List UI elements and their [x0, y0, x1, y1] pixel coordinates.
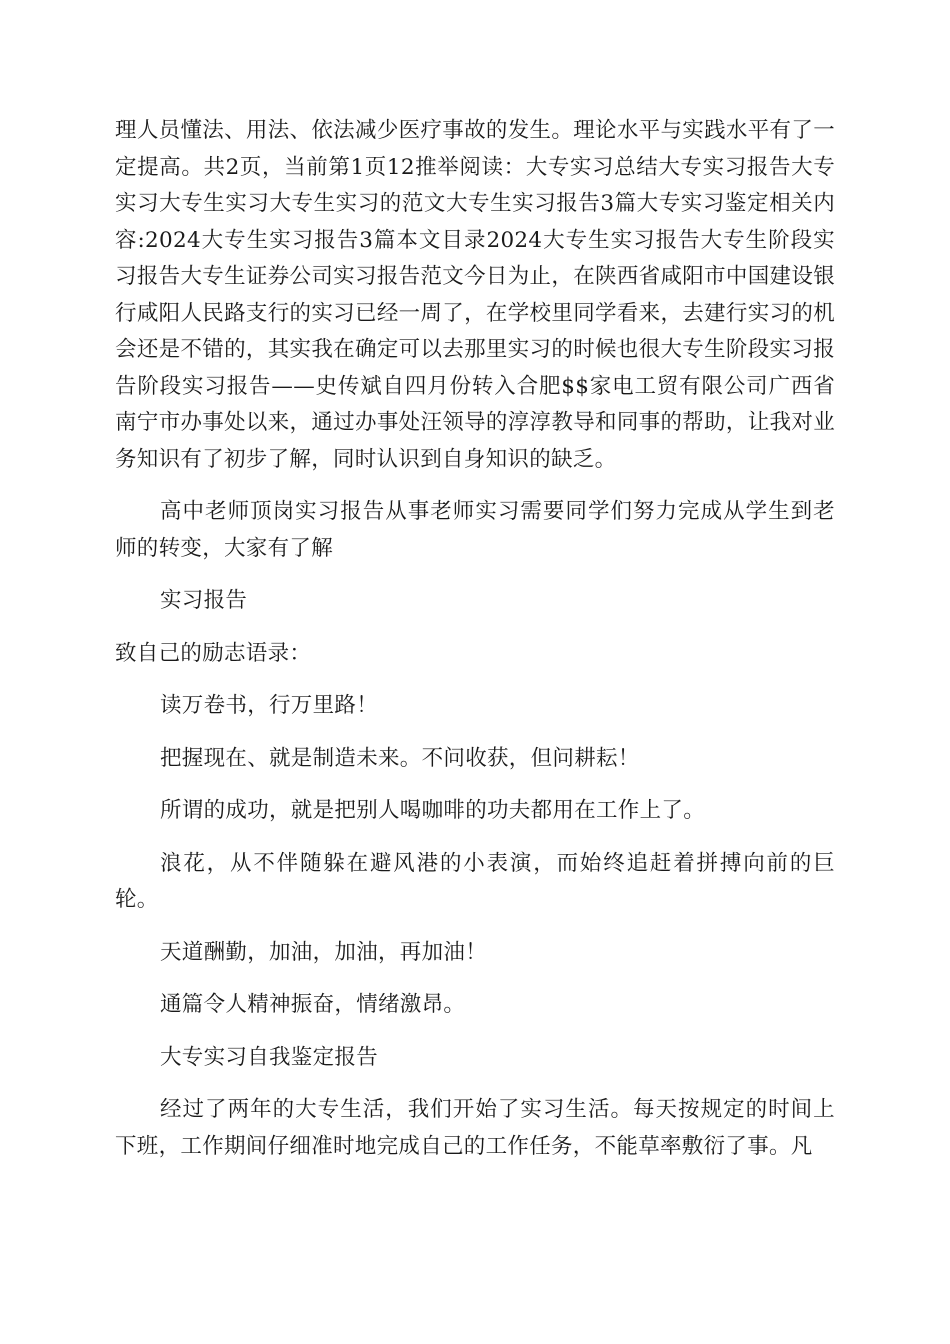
- motto-5: 天道酬勤，加油，加油，再加油！: [160, 939, 488, 965]
- paragraph-1: 理人员懂法、用法、依法减少医疗事故的发生。理论水平与实践水平有了一定提高。共2页，当前第1页12推举阅读：大专实习总结大专实习报告大专实习大专生实习大专生实习的范文大专生实习报告3篇大专实习鉴定相关内容:2024大专生实习报告3篇本文目录2024大专生实习报告大专生阶段实习报告大专生证券公司实习报告范文今日为止，在陕西省咸阳市中国建设银行咸阳人民路支行的实习已经一周了，在学校里同学看来，去建行实习的机会还是不错的，其实我在确定可以去那里实习的时候也很大专生阶段实习报告阶段实习报告——史传斌自四月份转入合肥$$家电工贸有限公司广西省南宁市办事处以来，通过办事处汪领导的淳淳教导和同事的帮助，让我对业务知识有了初步了解，同时认识到自身知识的缺乏。: [115, 118, 835, 472]
- paragraph-self-assessment: 经过了两年的大专生活，我们开始了实习生活。每天按规定的时间上下班，工作期间仔细准时地完成自己的工作任务，不能草率敷衍了事。凡: [115, 1097, 835, 1159]
- motto-1: 读万卷书，行万里路！: [160, 693, 379, 718]
- paragraph-2: 高中老师顶岗实习报告从事老师实习需要同学们努力完成从学生到老师的转变，大家有了解: [115, 499, 835, 561]
- motto-3: 所谓的成功，就是把别人喝咖啡的功夫都用在工作上了。: [160, 798, 706, 823]
- motto-4: 浪花，从不伴随躲在避风港的小表演，而始终追赶着拼搏向前的巨轮。: [115, 850, 835, 912]
- motto-comment: 通篇令人精神振奋，情绪激昂。: [160, 992, 466, 1017]
- section-heading-self-assessment: 大专实习自我鉴定报告: [160, 1044, 379, 1070]
- motto-2: 把握现在、就是制造未来。不问收获，但问耕耘！: [160, 745, 640, 771]
- motto-heading: 致自己的励志语录：: [115, 640, 312, 666]
- document-body: [115, 113, 835, 1181]
- section-heading-report: 实习报告: [160, 588, 248, 613]
